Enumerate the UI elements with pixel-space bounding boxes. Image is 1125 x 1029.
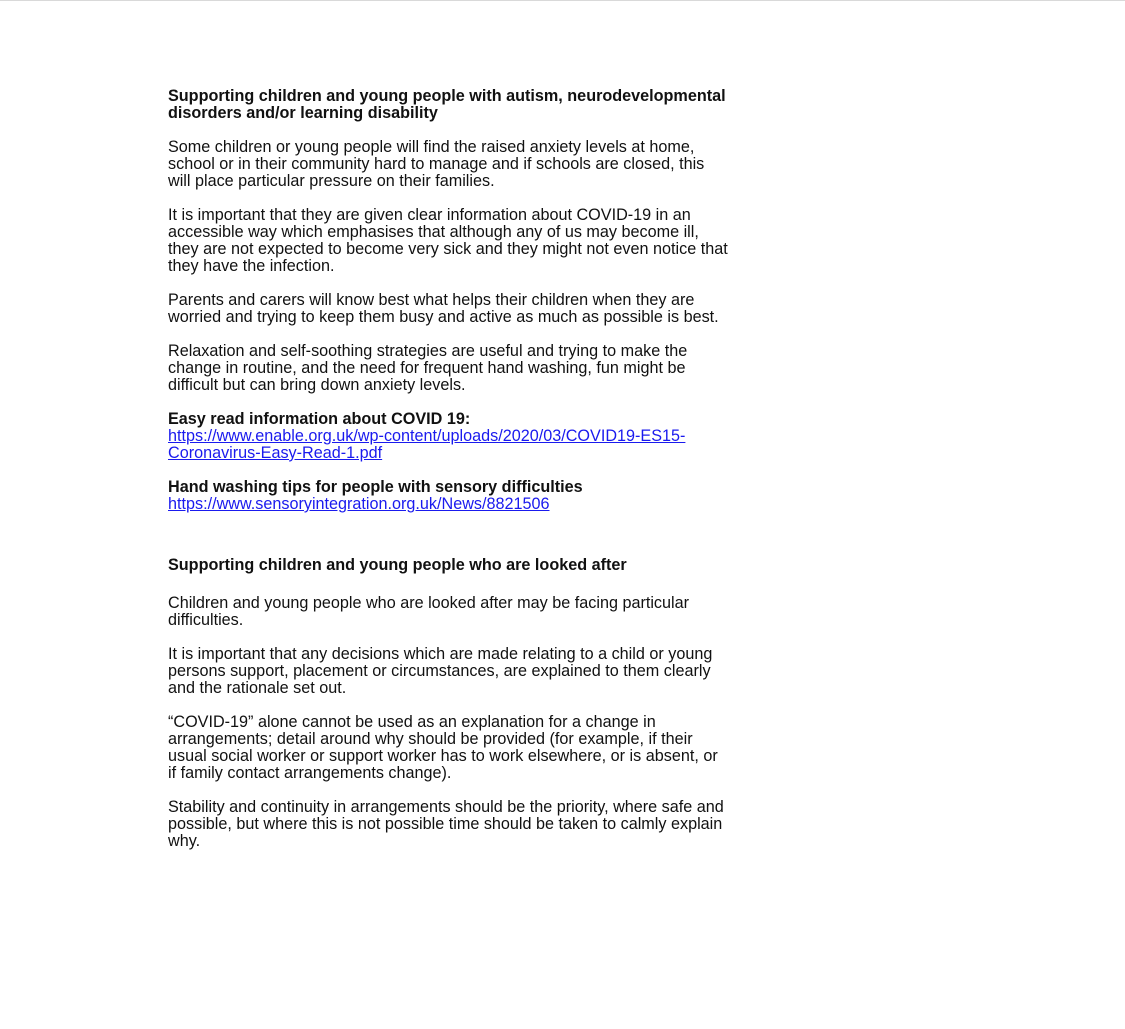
section1-heading (168, 88, 968, 122)
text-line: persons support, placement or circumstances, are explained to them clearly (168, 662, 711, 680)
hand-washing-label: Hand washing tips for people with sensory difficulties (168, 478, 583, 496)
text-line: accessible way which emphasises that although any of us may become ill, (168, 223, 699, 241)
text-line: will place particular pressure on their families. (168, 172, 495, 190)
hand-washing-block (168, 479, 968, 513)
text-line: arrangements; detail around why should be provided (for example, if their (168, 730, 693, 748)
text-line: and the rationale set out. (168, 679, 347, 697)
heading-line: disorders and/or learning disability (168, 104, 438, 122)
easy-read-label: Easy read information about COVID 19: (168, 410, 471, 428)
text-line: usual social worker or support worker has to work elsewhere, or is absent, or (168, 747, 718, 765)
text-line: difficulties. (168, 611, 244, 629)
text-line: possible, but where this is not possible time should be taken to calmly explain (168, 815, 723, 833)
text-line: It is important that they are given clear information about COVID-19 in an (168, 206, 691, 224)
text-line: worried and trying to keep them busy and active as much as possible is best. (168, 308, 719, 326)
section2-heading: Supporting children and young people who are looked after (168, 556, 627, 574)
section1-paragraph-3 (168, 292, 968, 326)
section1-paragraph-4 (168, 343, 968, 394)
text-line: “COVID-19” alone cannot be used as an explanation for a change in (168, 713, 656, 731)
heading-line: Supporting children and young people with autism, neurodevelopmental (168, 87, 726, 105)
section2-paragraph-1 (168, 595, 968, 629)
text-line: Stability and continuity in arrangements should be the priority, where safe and (168, 798, 724, 816)
easy-read-link[interactable] (168, 428, 968, 462)
text-line: difficult but can bring down anxiety levels. (168, 376, 466, 394)
section1-paragraph-1 (168, 139, 968, 190)
text-line: Parents and carers will know best what helps their children when they are (168, 291, 695, 309)
text-line: Children and young people who are looked after may be facing particular (168, 594, 690, 612)
text-line: Some children or young people will find the raised anxiety levels at home, (168, 138, 695, 156)
top-border (0, 0, 1125, 1)
link-line[interactable]: https://www.enable.org.uk/wp-content/uploads/2020/03/COVID19-ES15- (168, 427, 686, 445)
easy-read-block (168, 411, 968, 462)
text-line: Relaxation and self-soothing strategies are useful and trying to make the (168, 342, 688, 360)
document-page (168, 88, 968, 850)
text-line: school or in their community hard to manage and if schools are closed, this (168, 155, 705, 173)
section2-paragraph-2 (168, 646, 968, 697)
section2-paragraph-3 (168, 714, 968, 782)
text-line: if family contact arrangements change). (168, 764, 452, 782)
text-line: It is important that any decisions which are made relating to a child or young (168, 645, 713, 663)
section2-paragraph-4 (168, 799, 968, 850)
text-line: they are not expected to become very sick and they might not even notice that (168, 240, 728, 258)
link-line[interactable]: Coronavirus-Easy-Read-1.pdf (168, 444, 383, 462)
text-line: why. (168, 832, 201, 850)
text-line: change in routine, and the need for frequent hand washing, fun might be (168, 359, 686, 377)
section1-paragraph-2 (168, 207, 968, 275)
hand-washing-link[interactable]: https://www.sensoryintegration.org.uk/News/8821506 (168, 495, 550, 513)
text-line: they have the infection. (168, 257, 335, 275)
